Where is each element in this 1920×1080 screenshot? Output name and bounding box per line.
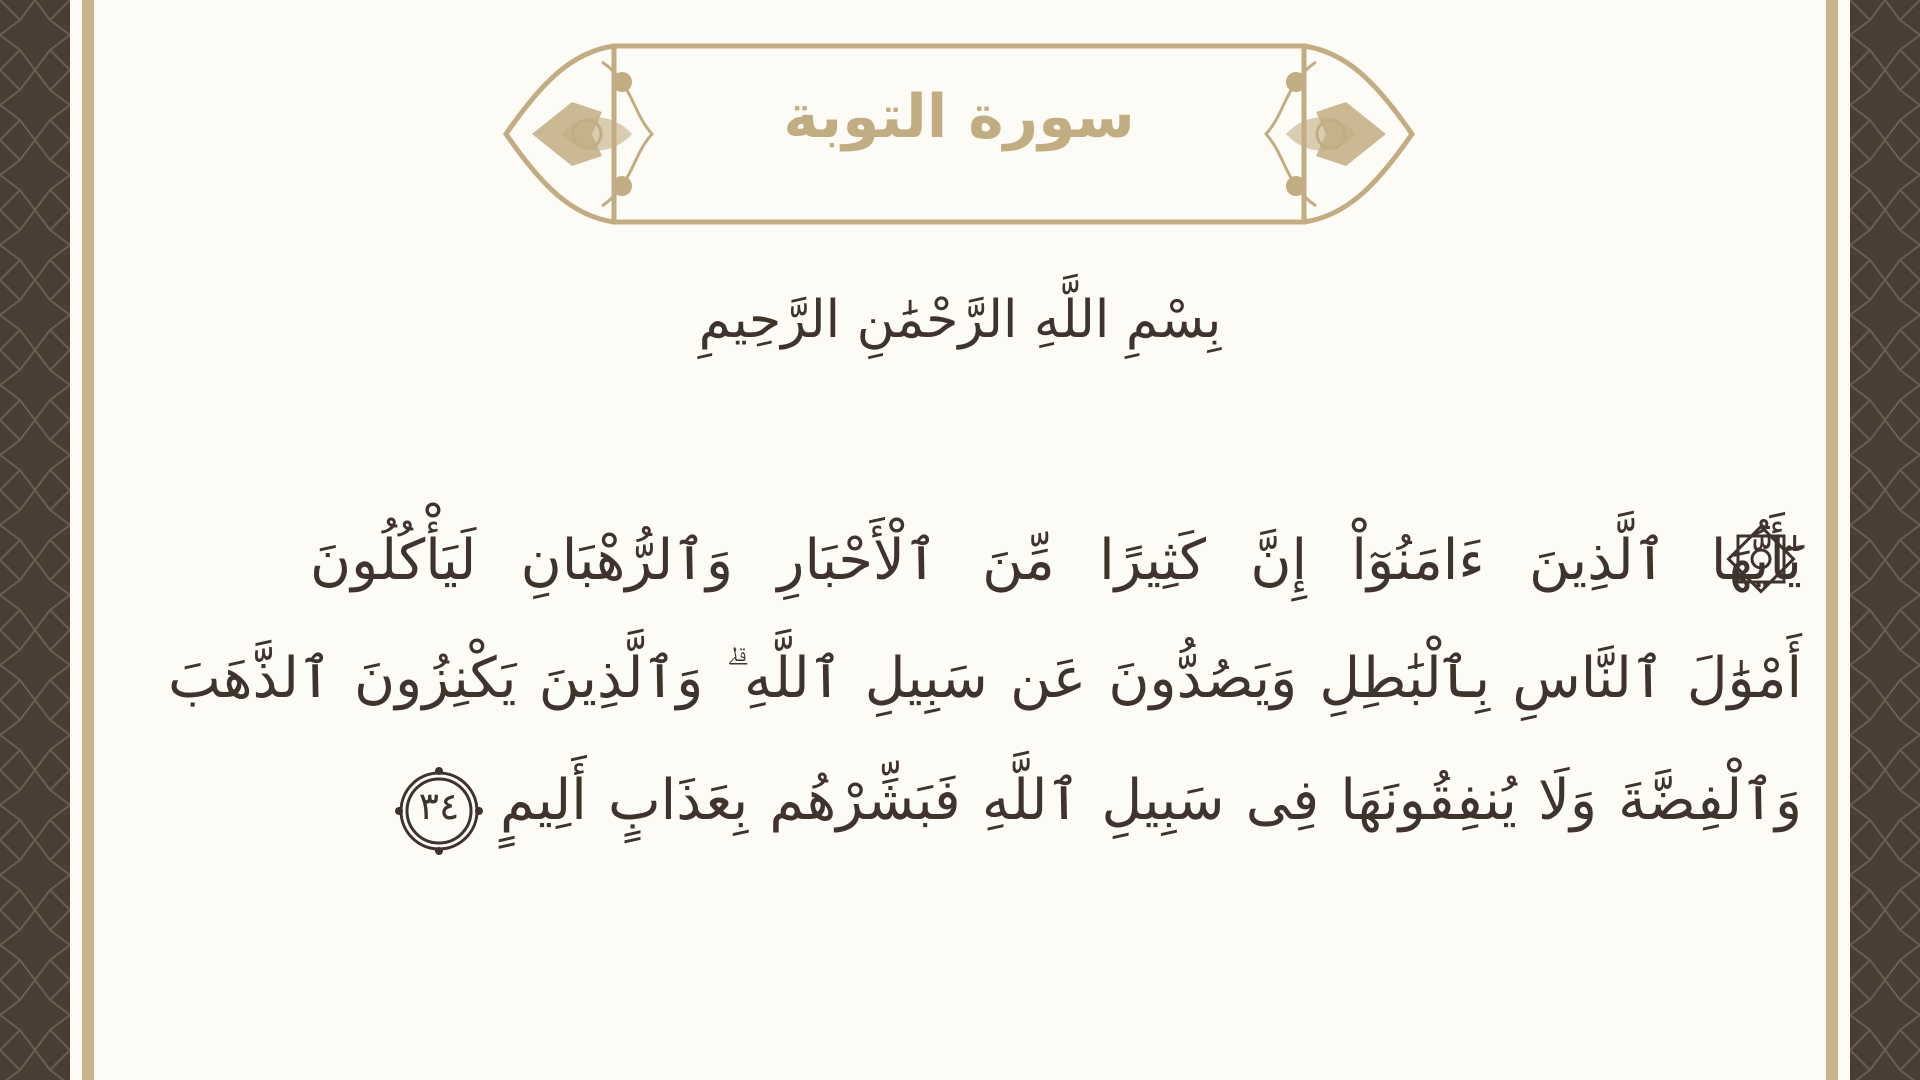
hizb-marker-icon [1722,520,1800,598]
right-ornamental-border [1850,0,1920,1080]
verse-line-3: وَٱلْفِضَّةَ وَلَا يُنفِقُونَهَا فِى سَبِيلِ ٱللَّهِ فَبَشِّرْهُم بِعَذَابٍ أَلِيمٍ [500,768,1802,833]
left-ornamental-border [0,0,70,1080]
page-margin-left [70,0,82,1080]
surah-title: سورة التوبة [783,82,1135,152]
verse-line-2: أَمْوَٰلَ ٱلنَّاسِ بِٱلْبَٰطِلِ وَيَصُدُّونَ عَن سَبِيلِ ٱللَّهِ ۗ وَٱلَّذِينَ يَكْنِزُونَ ٱلذَّهَبَ [168,646,1802,711]
gold-rule-left [82,0,94,1080]
gold-rule-right [1826,0,1838,1080]
ayah-number-marker [394,766,484,856]
ayah-number: ٣٤ [418,784,460,828]
basmala: بِسْمِ اللَّهِ الرَّحْمَٰنِ الرَّحِيمِ [698,290,1222,350]
verse-line-1: يَٰٓأَيُّهَا ٱلَّذِينَ ءَامَنُوٓاْ إِنَّ كَثِيرًا مِّنَ ٱلْأَحْبَارِ وَٱلرُّهْبَانِ لَيَأْكُلُونَ [310,528,1802,593]
page-margin-right [1838,0,1850,1080]
surah-header-banner [502,42,1416,226]
